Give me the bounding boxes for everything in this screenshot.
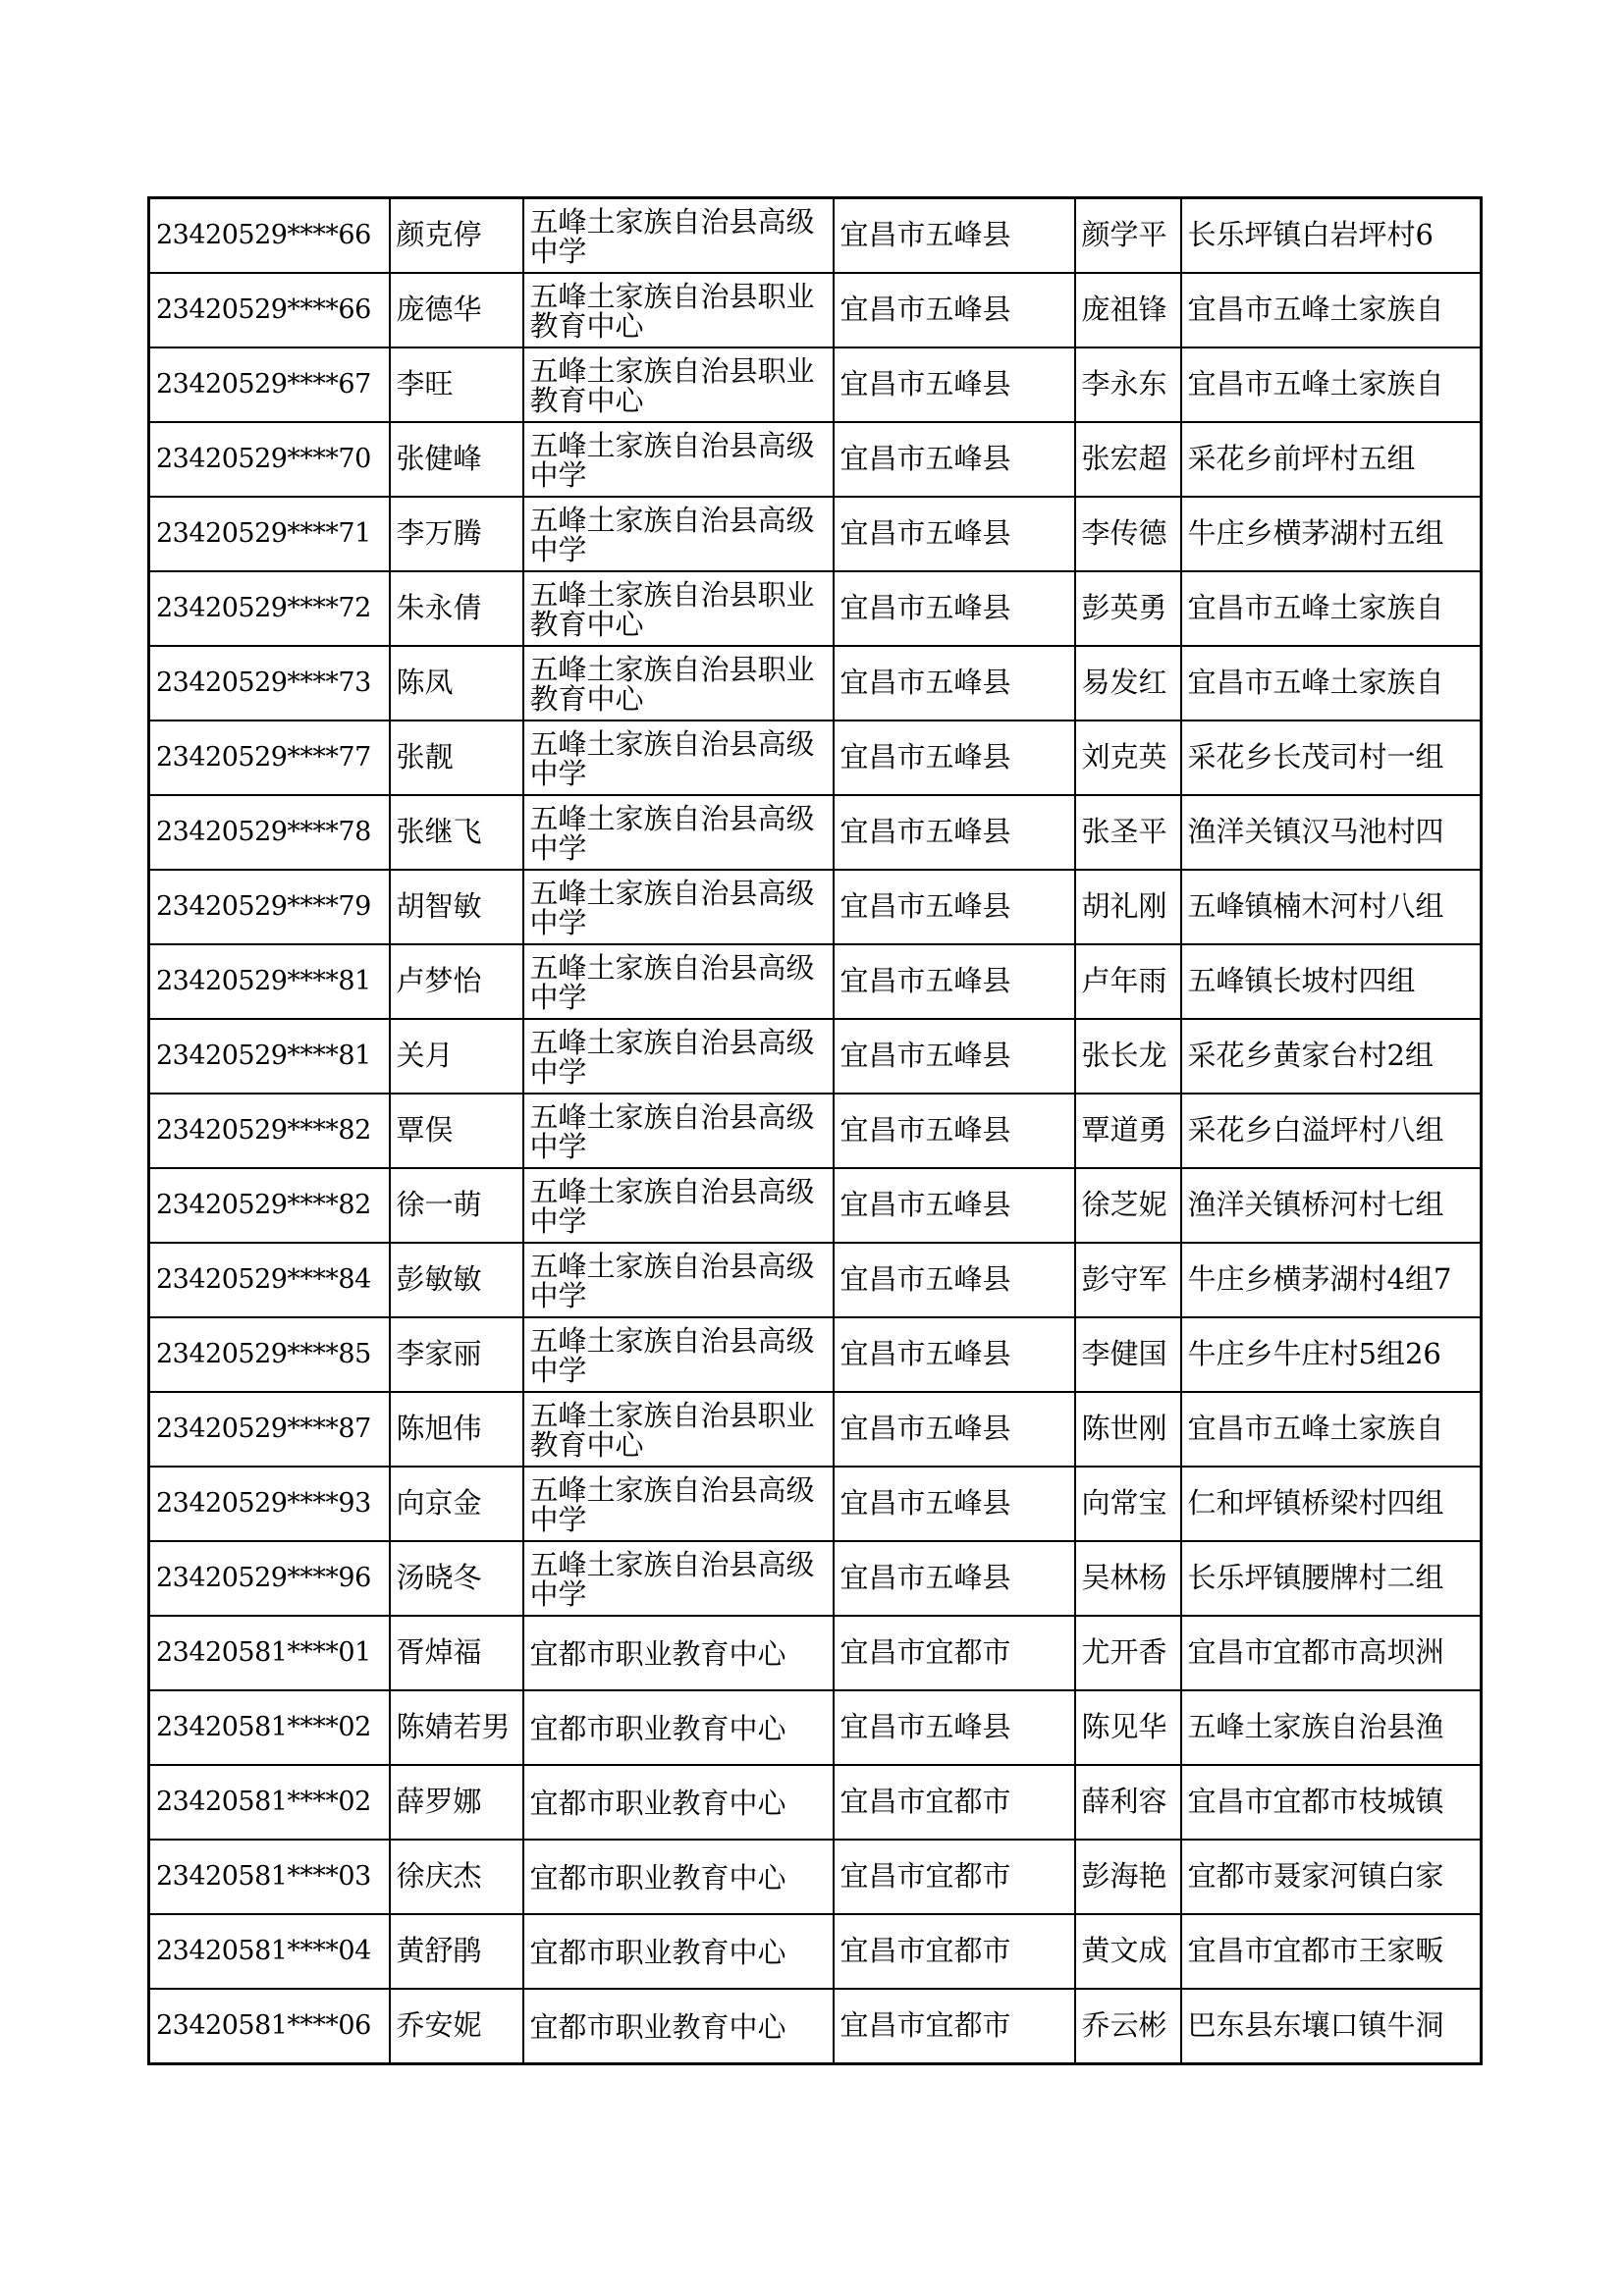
- id-number-cell: 23420581****03: [149, 1840, 390, 1914]
- table-row: [149, 1094, 1482, 1168]
- address-cell: 宜昌市五峰土家族自: [1181, 571, 1482, 646]
- region-cell: 宜昌市五峰县: [834, 422, 1075, 497]
- id-number-cell: 23420581****01: [149, 1616, 390, 1690]
- guardian-name-cell: 颜学平: [1075, 198, 1181, 274]
- table-row: [149, 870, 1482, 944]
- student-name-cell: 覃俣: [390, 1094, 523, 1168]
- school-cell: 五峰土家族自治县高级中学: [523, 795, 834, 870]
- address-cell: 宜昌市五峰土家族自: [1181, 646, 1482, 721]
- address-cell: 采花乡前坪村五组: [1181, 422, 1482, 497]
- guardian-name-cell: 徐芝妮: [1075, 1168, 1181, 1243]
- table-body: [149, 198, 1482, 2064]
- id-number-cell: 23420529****93: [149, 1467, 390, 1541]
- school-cell: 五峰土家族自治县高级中学: [523, 198, 834, 274]
- table-row: [149, 721, 1482, 795]
- school-cell: 五峰土家族自治县高级中学: [523, 721, 834, 795]
- region-cell: 宜昌市五峰县: [834, 347, 1075, 422]
- region-cell: 宜昌市五峰县: [834, 1392, 1075, 1467]
- table-row: [149, 1840, 1482, 1914]
- id-number-cell: 23420581****04: [149, 1914, 390, 1989]
- id-number-cell: 23420529****67: [149, 347, 390, 422]
- region-cell: 宜昌市五峰县: [834, 870, 1075, 944]
- region-cell: 宜昌市五峰县: [834, 1243, 1075, 1317]
- student-name-cell: 张健峰: [390, 422, 523, 497]
- student-name-cell: 李家丽: [390, 1317, 523, 1392]
- address-cell: 宜昌市宜都市王家畈: [1181, 1914, 1482, 1989]
- guardian-name-cell: 张宏超: [1075, 422, 1181, 497]
- region-cell: 宜昌市五峰县: [834, 1019, 1075, 1094]
- id-number-cell: 23420529****70: [149, 422, 390, 497]
- id-number-cell: 23420529****81: [149, 1019, 390, 1094]
- address-cell: 宜昌市五峰土家族自: [1181, 1392, 1482, 1467]
- address-cell: 巴东县东壤口镇牛洞: [1181, 1989, 1482, 2064]
- table-row: [149, 1243, 1482, 1317]
- id-number-cell: 23420529****82: [149, 1094, 390, 1168]
- student-name-cell: 向京金: [390, 1467, 523, 1541]
- school-cell: 宜都市职业教育中心: [523, 1690, 834, 1765]
- guardian-name-cell: 张长龙: [1075, 1019, 1181, 1094]
- guardian-name-cell: 刘克英: [1075, 721, 1181, 795]
- guardian-name-cell: 覃道勇: [1075, 1094, 1181, 1168]
- guardian-name-cell: 张圣平: [1075, 795, 1181, 870]
- school-cell: 宜都市职业教育中心: [523, 1840, 834, 1914]
- address-cell: 仁和坪镇桥梁村四组: [1181, 1467, 1482, 1541]
- id-number-cell: 23420529****84: [149, 1243, 390, 1317]
- school-cell: 五峰土家族自治县高级中学: [523, 422, 834, 497]
- table-row: [149, 1765, 1482, 1840]
- guardian-name-cell: 黄文成: [1075, 1914, 1181, 1989]
- id-number-cell: 23420529****77: [149, 721, 390, 795]
- student-name-cell: 李万腾: [390, 497, 523, 571]
- student-name-cell: 徐庆杰: [390, 1840, 523, 1914]
- school-cell: 五峰土家族自治县高级中学: [523, 1541, 834, 1616]
- table-row: [149, 1019, 1482, 1094]
- student-name-cell: 陈旭伟: [390, 1392, 523, 1467]
- region-cell: 宜昌市宜都市: [834, 1989, 1075, 2064]
- id-number-cell: 23420529****71: [149, 497, 390, 571]
- guardian-name-cell: 彭守军: [1075, 1243, 1181, 1317]
- region-cell: 宜昌市五峰县: [834, 1168, 1075, 1243]
- records-table: [147, 196, 1483, 2065]
- id-number-cell: 23420529****73: [149, 646, 390, 721]
- table-row: [149, 1168, 1482, 1243]
- student-name-cell: 陈婧若男: [390, 1690, 523, 1765]
- address-cell: 采花乡白溢坪村八组: [1181, 1094, 1482, 1168]
- table-row: [149, 1317, 1482, 1392]
- school-cell: 宜都市职业教育中心: [523, 1616, 834, 1690]
- student-name-cell: 李旺: [390, 347, 523, 422]
- region-cell: 宜昌市五峰县: [834, 1317, 1075, 1392]
- id-number-cell: 23420529****66: [149, 273, 390, 347]
- address-cell: 宜昌市宜都市高坝洲: [1181, 1616, 1482, 1690]
- student-name-cell: 朱永倩: [390, 571, 523, 646]
- table-row: [149, 1541, 1482, 1616]
- region-cell: 宜昌市五峰县: [834, 795, 1075, 870]
- table-row: [149, 646, 1482, 721]
- table-row: [149, 273, 1482, 347]
- guardian-name-cell: 李永东: [1075, 347, 1181, 422]
- address-cell: 采花乡黄家台村2组: [1181, 1019, 1482, 1094]
- id-number-cell: 23420529****82: [149, 1168, 390, 1243]
- address-cell: 五峰土家族自治县渔: [1181, 1690, 1482, 1765]
- region-cell: 宜昌市宜都市: [834, 1616, 1075, 1690]
- student-name-cell: 颜克停: [390, 198, 523, 274]
- address-cell: 宜昌市五峰土家族自: [1181, 273, 1482, 347]
- id-number-cell: 23420581****02: [149, 1765, 390, 1840]
- guardian-name-cell: 向常宝: [1075, 1467, 1181, 1541]
- student-name-cell: 薛罗娜: [390, 1765, 523, 1840]
- id-number-cell: 23420529****78: [149, 795, 390, 870]
- table-row: [149, 1392, 1482, 1467]
- address-cell: 牛庄乡横茅湖村五组: [1181, 497, 1482, 571]
- region-cell: 宜昌市五峰县: [834, 497, 1075, 571]
- table-row: [149, 1989, 1482, 2064]
- guardian-name-cell: 庞祖锋: [1075, 273, 1181, 347]
- school-cell: 五峰土家族自治县高级中学: [523, 1317, 834, 1392]
- address-cell: 宜昌市五峰土家族自: [1181, 347, 1482, 422]
- region-cell: 宜昌市五峰县: [834, 1467, 1075, 1541]
- student-name-cell: 胥焯福: [390, 1616, 523, 1690]
- region-cell: 宜昌市五峰县: [834, 646, 1075, 721]
- guardian-name-cell: 易发红: [1075, 646, 1181, 721]
- table-row: [149, 1616, 1482, 1690]
- id-number-cell: 23420529****87: [149, 1392, 390, 1467]
- school-cell: 五峰土家族自治县职业教育中心: [523, 1392, 834, 1467]
- guardian-name-cell: 陈见华: [1075, 1690, 1181, 1765]
- guardian-name-cell: 陈世刚: [1075, 1392, 1181, 1467]
- student-name-cell: 陈凤: [390, 646, 523, 721]
- student-name-cell: 关月: [390, 1019, 523, 1094]
- address-cell: 长乐坪镇腰牌村二组: [1181, 1541, 1482, 1616]
- guardian-name-cell: 卢年雨: [1075, 944, 1181, 1019]
- region-cell: 宜昌市五峰县: [834, 273, 1075, 347]
- guardian-name-cell: 乔云彬: [1075, 1989, 1181, 2064]
- school-cell: 五峰土家族自治县职业教育中心: [523, 273, 834, 347]
- id-number-cell: 23420529****96: [149, 1541, 390, 1616]
- id-number-cell: 23420529****66: [149, 198, 390, 274]
- school-cell: 宜都市职业教育中心: [523, 1765, 834, 1840]
- school-cell: 五峰土家族自治县高级中学: [523, 497, 834, 571]
- table-row: [149, 347, 1482, 422]
- student-name-cell: 汤晓冬: [390, 1541, 523, 1616]
- school-cell: 五峰土家族自治县高级中学: [523, 1094, 834, 1168]
- school-cell: 五峰土家族自治县高级中学: [523, 1019, 834, 1094]
- school-cell: 五峰土家族自治县高级中学: [523, 1168, 834, 1243]
- id-number-cell: 23420529****81: [149, 944, 390, 1019]
- table-row: [149, 944, 1482, 1019]
- school-cell: 五峰土家族自治县高级中学: [523, 944, 834, 1019]
- school-cell: 宜都市职业教育中心: [523, 1989, 834, 2064]
- address-cell: 牛庄乡横茅湖村4组7: [1181, 1243, 1482, 1317]
- table-row: [149, 795, 1482, 870]
- address-cell: 长乐坪镇白岩坪村6: [1181, 198, 1482, 274]
- student-name-cell: 卢梦怡: [390, 944, 523, 1019]
- address-cell: 采花乡长茂司村一组: [1181, 721, 1482, 795]
- student-name-cell: 张靓: [390, 721, 523, 795]
- region-cell: 宜昌市五峰县: [834, 721, 1075, 795]
- address-cell: 五峰镇长坡村四组: [1181, 944, 1482, 1019]
- region-cell: 宜昌市宜都市: [834, 1914, 1075, 1989]
- student-name-cell: 张继飞: [390, 795, 523, 870]
- address-cell: 宜昌市宜都市枝城镇: [1181, 1765, 1482, 1840]
- student-name-cell: 庞德华: [390, 273, 523, 347]
- id-number-cell: 23420581****02: [149, 1690, 390, 1765]
- student-name-cell: 胡智敏: [390, 870, 523, 944]
- guardian-name-cell: 胡礼刚: [1075, 870, 1181, 944]
- guardian-name-cell: 彭英勇: [1075, 571, 1181, 646]
- address-cell: 渔洋关镇汉马池村四: [1181, 795, 1482, 870]
- student-name-cell: 黄舒鹃: [390, 1914, 523, 1989]
- region-cell: 宜昌市宜都市: [834, 1840, 1075, 1914]
- table-row: [149, 497, 1482, 571]
- region-cell: 宜昌市五峰县: [834, 198, 1075, 274]
- school-cell: 五峰土家族自治县高级中学: [523, 870, 834, 944]
- school-cell: 五峰土家族自治县职业教育中心: [523, 571, 834, 646]
- table-row: [149, 1690, 1482, 1765]
- table-row: [149, 422, 1482, 497]
- region-cell: 宜昌市五峰县: [834, 1690, 1075, 1765]
- id-number-cell: 23420529****79: [149, 870, 390, 944]
- guardian-name-cell: 李传德: [1075, 497, 1181, 571]
- table-row: [149, 1914, 1482, 1989]
- student-name-cell: 徐一萌: [390, 1168, 523, 1243]
- table-row: [149, 571, 1482, 646]
- region-cell: 宜昌市宜都市: [834, 1765, 1075, 1840]
- student-name-cell: 彭敏敏: [390, 1243, 523, 1317]
- school-cell: 五峰土家族自治县高级中学: [523, 1467, 834, 1541]
- guardian-name-cell: 吴林杨: [1075, 1541, 1181, 1616]
- id-number-cell: 23420581****06: [149, 1989, 390, 2064]
- school-cell: 五峰土家族自治县高级中学: [523, 1243, 834, 1317]
- table-row: [149, 198, 1482, 274]
- school-cell: 五峰土家族自治县职业教育中心: [523, 646, 834, 721]
- school-cell: 五峰土家族自治县职业教育中心: [523, 347, 834, 422]
- region-cell: 宜昌市五峰县: [834, 571, 1075, 646]
- address-cell: 牛庄乡牛庄村5组26: [1181, 1317, 1482, 1392]
- id-number-cell: 23420529****72: [149, 571, 390, 646]
- region-cell: 宜昌市五峰县: [834, 1094, 1075, 1168]
- guardian-name-cell: 彭海艳: [1075, 1840, 1181, 1914]
- guardian-name-cell: 尤开香: [1075, 1616, 1181, 1690]
- address-cell: 宜都市聂家河镇白家: [1181, 1840, 1482, 1914]
- address-cell: 渔洋关镇桥河村七组: [1181, 1168, 1482, 1243]
- id-number-cell: 23420529****85: [149, 1317, 390, 1392]
- guardian-name-cell: 李健国: [1075, 1317, 1181, 1392]
- address-cell: 五峰镇楠木河村八组: [1181, 870, 1482, 944]
- table-row: [149, 1467, 1482, 1541]
- region-cell: 宜昌市五峰县: [834, 1541, 1075, 1616]
- guardian-name-cell: 薛利容: [1075, 1765, 1181, 1840]
- student-name-cell: 乔安妮: [390, 1989, 523, 2064]
- school-cell: 宜都市职业教育中心: [523, 1914, 834, 1989]
- region-cell: 宜昌市五峰县: [834, 944, 1075, 1019]
